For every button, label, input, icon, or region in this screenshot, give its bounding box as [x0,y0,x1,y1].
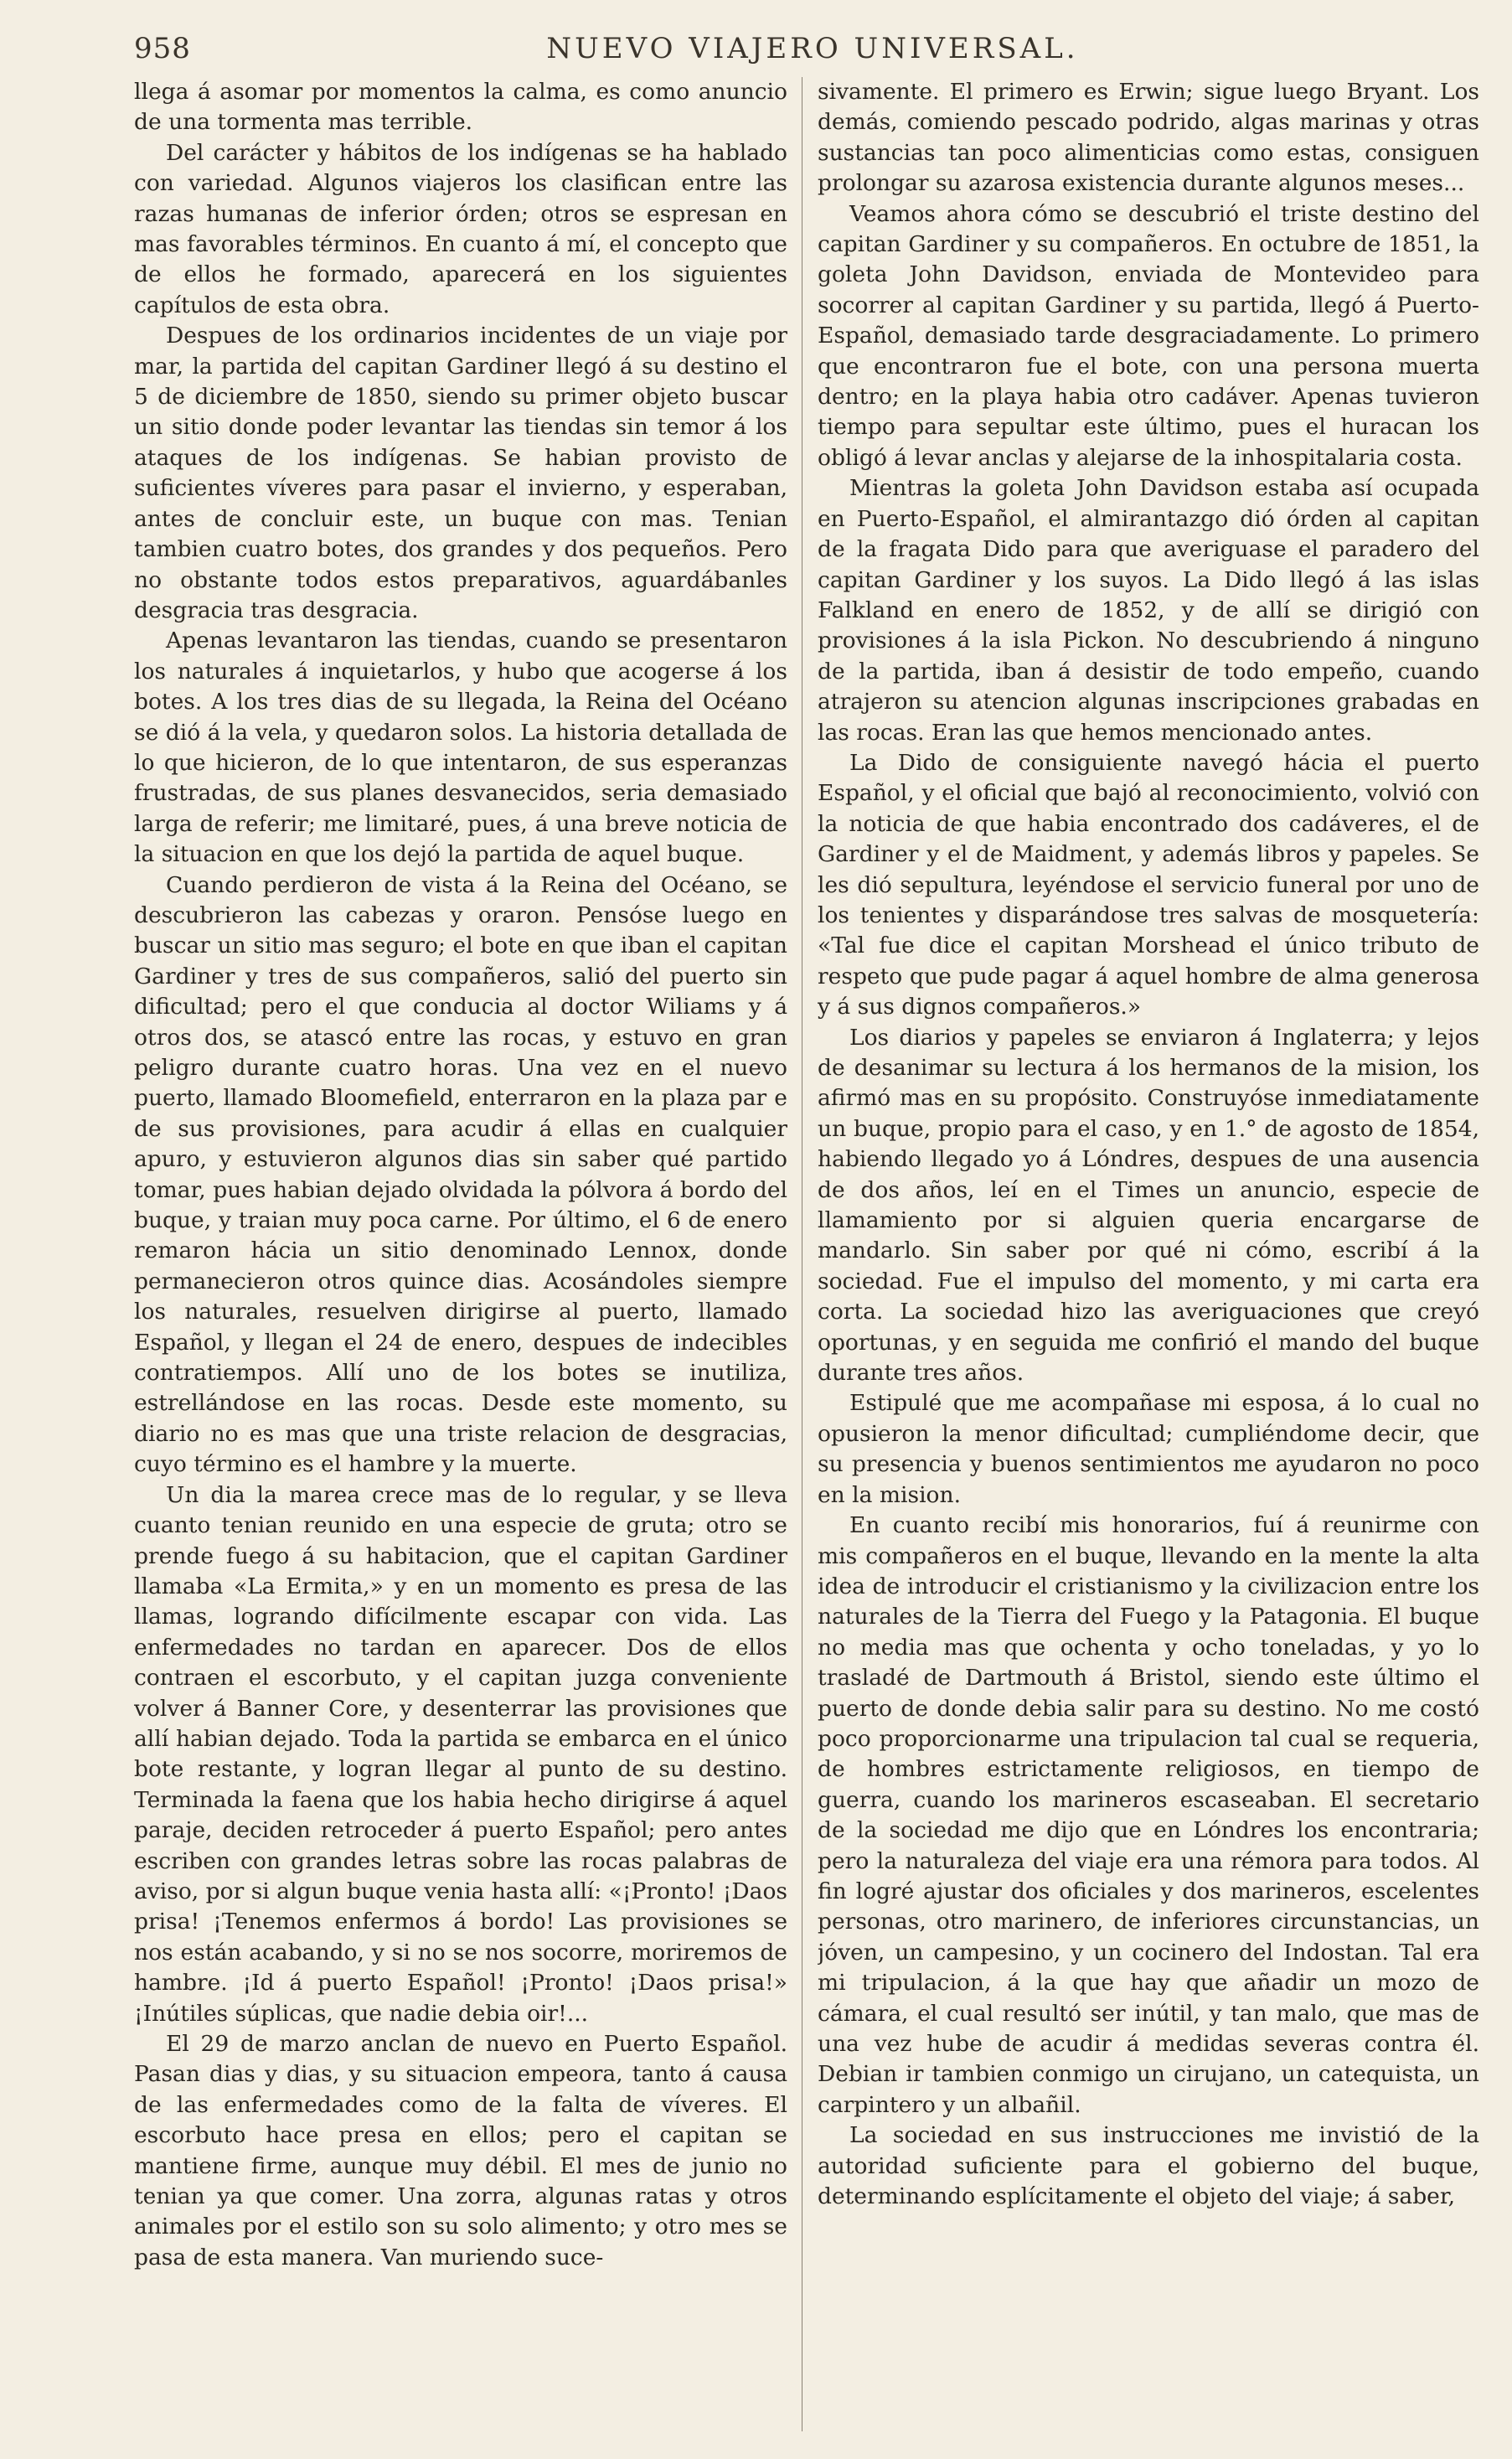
paragraph: La Dido de consiguiente navegó hácia el puerto Español, y el oficial que bajó al reconocimiento, volvió con la noticia de que habia encontrado dos cadáveres, el de Gardiner y el de Maidment, y además libros y papeles. Se les dió sepultura, leyéndose el servicio funeral por uno de los tenientes y disparándose tres salvas de mosquetería: «Tal fue dice el capitan Morshead el único tributo de respeto que pude pagar á aquel hombre de alma generosa y á sus dignos compañeros.» [818,749,1479,1020]
paragraph: Cuando perdieron de vista á la Reina del Océano, se descubrieron las cabezas y oraron. Pensóse luego en buscar un sitio mas seguro; el bote en que iban el capitan Gardiner y tres de sus compañeros, salió del puerto sin dificultad; pero el que conducia al doctor Wiliams y á otros dos, se atascó entre las rocas, y estuvo en gran peligro durante cuatro horas. Una vez en el nuevo puerto, llamado Bloomefield, enterraron en la plaza par e de sus provisiones, para acudir á ellas en cualquier apuro, y estuvieron algunos dias sin saber qué partido tomar, pues habian dejado olvidada la pólvora á bordo del buque, y traian muy poca carne. Por último, el 6 de enero remaron hácia un sitio denominado Lennox, donde permanecieron otros quince dias. Acosándoles siempre los naturales, resuelven dirigirse al puerto, llamado Español, y llegan el 24 de enero, despues de indecibles contratiempos. Allí uno de los botes se inutiliza, estrellándose en las rocas. Desde este momento, su diario no es mas que una triste relacion de desgracias, cuyo término es el hambre y la muerte. [134,871,787,1478]
paragraph: Del carácter y hábitos de los indígenas se ha hablado con variedad. Algunos viajeros los clasifican entre las razas humanas de inferior órden; otros se espresan en mas favorables términos. En cuanto á mí, el concepto que de ellos he formado, aparecerá en los siguientes capítulos de esta obra. [134,139,787,318]
right-column [818,77,1479,2431]
paragraph: Los diarios y papeles se enviaron á Inglaterra; y lejos de desanimar su lectura á los hermanos de la mision, los afirmó mas en su propósito. Construyóse inmediatamente un buque, propio para el caso, y en 1.° de agosto de 1854, habiendo llegado yo á Lóndres, despues de una ausencia de dos años, leí en el Times un anuncio, especie de llamamiento por si alguien queria encargarse de mandarlo. Sin saber por qué ni cómo, escribí á la sociedad. Fue el impulso del momento, y mi carta era corta. La sociedad hizo las averiguaciones que creyó oportunas, y en seguida me confirió el mando del buque durante tres años. [818,1024,1479,1387]
paragraph: Apenas levantaron las tiendas, cuando se presentaron los naturales á inquietarlos, y hubo que acogerse á los botes. A los tres dias de su llegada, la Reina del Océano se dió á la vela, y quedaron solos. La historia detallada de lo que hicieron, de lo que intentaron, de sus esperanzas frustradas, de sus planes desvanecidos, seria demasiado larga de referir; me limitaré, pues, á una breve noticia de la situacion en que los dejó la partida de aquel buque. [134,628,787,868]
paragraph: Despues de los ordinarios incidentes de un viaje por mar, la partida del capitan Gardiner llegó á su destino el 5 de diciembre de 1850, siendo su primer objeto buscar un sitio donde poder levantar las tiendas sin temor á los ataques de los indígenas. Se habian provisto de suficientes víveres para pasar el invierno, y esperaban, antes de concluir este, un buque con mas. Tenian tambien cuatro botes, dos grandes y dos pequeños. Pero no obstante todos estos preparativos, aguardábanles desgracia tras desgracia. [134,323,787,623]
page-number: 958 [134,32,191,65]
paragraph: Mientras la goleta John Davidson estaba así ocupada en Puerto-Español, el almirantazgo dió órden al capitan de la fragata Dido para que averiguase el paradero del capitan Gardiner y los suyos. La Dido llegó á las islas Falkland en enero de 1852, y de allí se dirigió con provisiones á la isla Pickon. No descubriendo á ninguno de la partida, iban á desistir de todo empeño, cuando atrajeron su atencion algunas inscripciones grabadas en las rocas. Eran las que hemos mencionado antes. [818,475,1479,746]
paragraph: Veamos ahora cómo se descubrió el triste destino del capitan Gardiner y su compañeros. En octubre de 1851, la goleta John Davidson, enviada de Montevideo para socorrer al capitan Gardiner y su partida, llegó á Puerto-Español, demasiado tarde desgraciadamente. Lo primero que encontraron fue el bote, con una persona muerta dentro; en la playa habia otro cadáver. Apenas tuvieron tiempo para sepultar este último, pues el huracan los obligó á levar anclas y alejarse de la inhospitalaria costa. [818,200,1479,471]
paragraph: sivamente. El primero es Erwin; sigue luego Bryant. Los demás, comiendo pescado podrido, algas marinas y otras sustancias tan poco alimenticias como estas, consiguen prolongar su azarosa existencia durante algunos meses... [818,79,1479,197]
paragraph: llega á asomar por momentos la calma, es como anuncio de una tormenta mas terrible. [134,79,787,136]
paragraph: La sociedad en sus instrucciones me invistió de la autoridad suficiente para el gobierno del buque, determinando esplícitamente el objeto del viaje; á saber, [818,2122,1479,2210]
page-header [134,32,1491,69]
left-column [134,77,787,2431]
paragraph: Estipulé que me acompañase mi esposa, á lo cual no opusieron la menor dificultad; cumpliéndome decir, que su presencia y buenos sentimientos me ayudaron no poco en la mision. [818,1390,1479,1508]
running-title: NUEVO VIAJERO UNIVERSAL. [546,32,1079,65]
paragraph: En cuanto recibí mis honorarios, fuí á reunirme con mis compañeros en el buque, llevando en la mente la alta idea de introducir el cristianismo y la civilizacion entre los naturales de la Tierra del Fuego y la Patagonia. El buque no media mas que ochenta y ocho toneladas, y yo lo trasladé de Dartmouth á Bristol, siendo este último el puerto de donde debia salir para su destino. No me costó poco proporcionarme una tripulacion tal cual se requeria, de hombres estrictamente religiosos, en tiempo de guerra, cuando los marineros escaseaban. El secretario de la sociedad me dijo que en Lóndres los encontraria; pero la naturaleza del viaje era una rémora para todos. Al fin logré ajustar dos oficiales y dos marineros, escelentes personas, otro marinero, de inferiores circunstancias, un jóven, un campesino, y un cocinero del Indostan. Tal era mi tripulacion, á la que hay que añadir un mozo de cámara, el cual resultó ser inútil, y tan malo, que mas de una vez hube de acudir á medidas severas contra él. Debian ir tambien conmigo un cirujano, un catequista, un carpintero y un albañil. [818,1512,1479,2118]
paragraph: Un dia la marea crece mas de lo regular, y se lleva cuanto tenian reunido en una especie de gruta; otro se prende fuego á su habitacion, que el capitan Gardiner llamaba «La Ermita,» y en un momento es presa de las llamas, logrando difícilmente escapar con vida. Las enfermedades no tardan en aparecer. Dos de ellos contraen el escorbuto, y el capitan juzga conveniente volver á Banner Core, y desenterrar las provisiones que allí habian dejado. Toda la partida se embarca en el único bote restante, y logran llegar al punto de su destino. Terminada la faena que los habia hecho dirigirse á aquel paraje, deciden retroceder á puerto Español; pero antes escriben con grandes letras sobre las rocas palabras de aviso, por si algun buque venia hasta allí: «¡Pronto! ¡Daos prisa! ¡Tenemos enfermos á bordo! Las provisiones se nos están acabando, y si no se nos socorre, moriremos de hambre. ¡Id á puerto Español! ¡Pronto! ¡Daos prisa!» ¡Inútiles súplicas, que nadie debia oir!... [134,1481,787,2027]
paragraph: El 29 de marzo anclan de nuevo en Puerto Español. Pasan dias y dias, y su situacion empeora, tanto á causa de las enfermedades como de la falta de víveres. El escorbuto hace presa en ellos; pero el capitan se mantiene firme, aunque muy débil. El mes de junio no tenian ya que comer. Una zorra, algunas ratas y otros animales por el estilo son su solo alimento; y otro mes se pasa de esta manera. Van muriendo suce- [134,2031,787,2270]
